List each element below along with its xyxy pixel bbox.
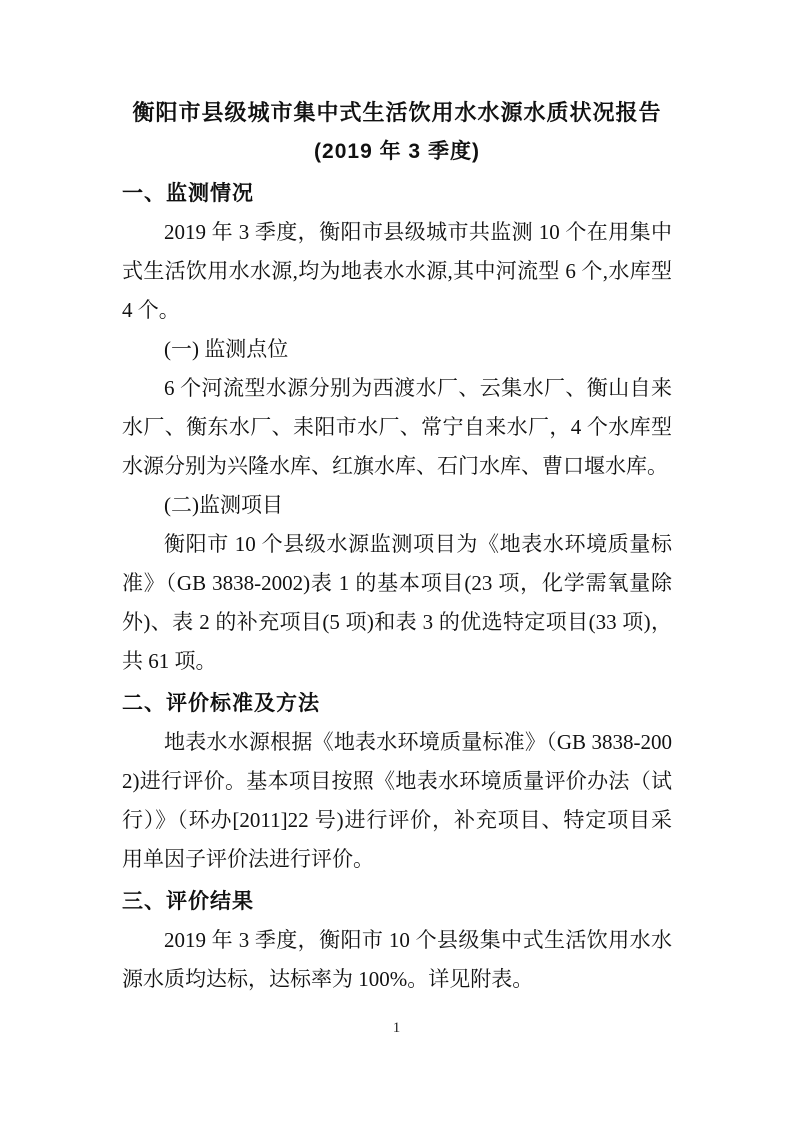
paragraph-monitoring-points: 6 个河流型水源分别为西渡水厂、云集水厂、衡山自来水厂、衡东水厂、耒阳市水厂、常宁自来水厂，4 个水库型水源分别为兴隆水库、红旗水库、石门水库、曹口堰水库。 (122, 376, 672, 478)
sub-heading-monitoring-items: (二)监测项目 (164, 493, 283, 517)
page-number: 1 (392, 1020, 401, 1036)
section-heading-evaluation-standard: 二、评价标准及方法 (122, 692, 320, 715)
paragraph-evaluation-result: 2019 年 3 季度，衡阳市 10 个县级集中式生活饮用水水源水质均达标，达标率为 100%。详见附表。 (122, 928, 672, 991)
document-title: 衡阳市县级城市集中式生活饮用水水源水质状况报告 (132, 100, 662, 125)
paragraph-monitoring-overview: 2019 年 3 季度，衡阳市县级城市共监测 10 个在用集中式生活饮用水水源,均为地表水水源,其中河流型 6 个,水库型 4 个。 (122, 220, 672, 322)
section-heading-monitoring: 一、监测情况 (122, 182, 254, 205)
section-evaluation-result (122, 882, 672, 999)
document-subtitle: (2019 年 3 季度) (314, 140, 480, 163)
section-heading-evaluation-result: 三、评价结果 (122, 890, 254, 913)
sub-heading-monitoring-points: (一) 监测点位 (164, 337, 289, 361)
section-monitoring (122, 174, 672, 681)
paragraph-evaluation-standard: 地表水水源根据《地表水环境质量标准》（GB 3838-2002)进行评价。基本项目按照《地表水环境质量评价办法（试行）》（环办[2011]22 号)进行评价，补充项目、特定项目采用单因子评价法进行评价。 (122, 730, 672, 871)
section-evaluation-standard (122, 684, 672, 879)
paragraph-monitoring-items: 衡阳市 10 个县级水源监测项目为《地表水环境质量标准》（GB 3838-2002)表 1 的基本项目(23 项，化学需氧量除外)、表 2 的补充项目(5 项)和表 3 的优选特定项目(33 项)，共 61 项。 (122, 532, 672, 673)
